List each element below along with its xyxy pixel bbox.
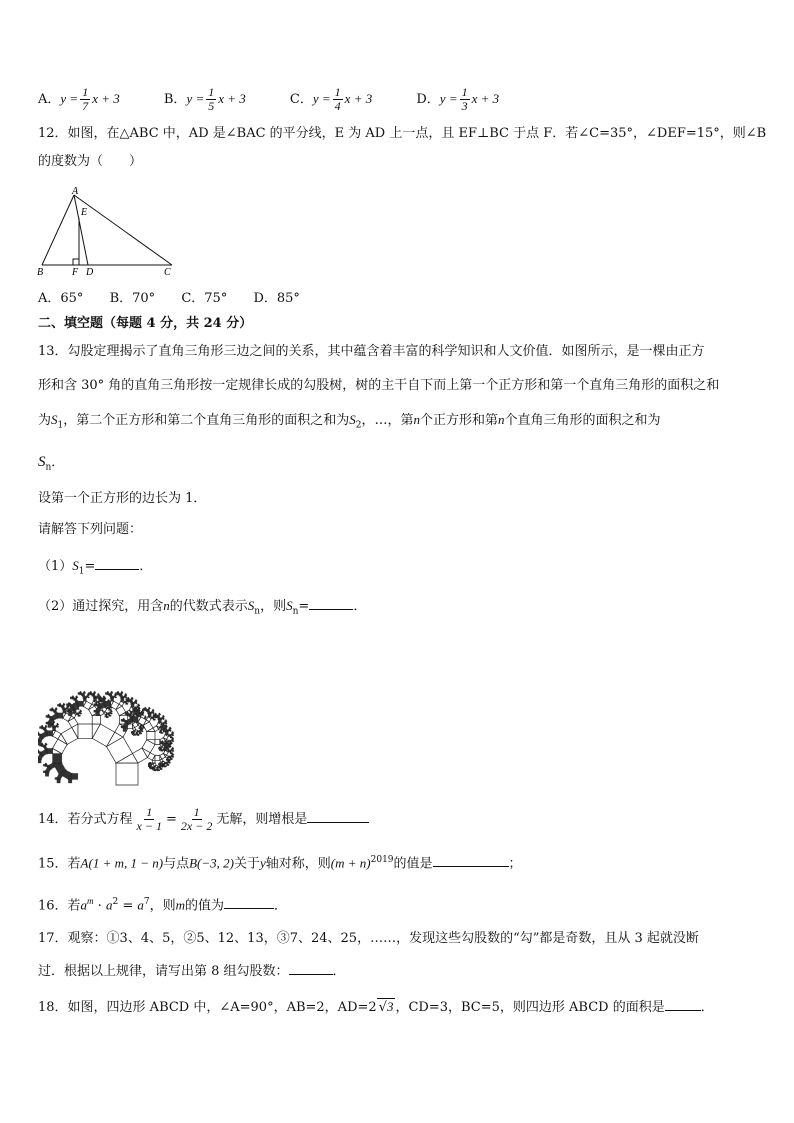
- q12-option: D．85°: [253, 291, 300, 306]
- tree-square: [173, 754, 174, 755]
- tree-square: [155, 756, 160, 761]
- tree-square: [73, 710, 76, 713]
- tree-square: [108, 700, 109, 701]
- tree-square: [159, 713, 160, 714]
- tree-square: [103, 696, 104, 697]
- tree-square: [94, 691, 95, 692]
- tree-square: [162, 741, 163, 742]
- tree-square: [66, 710, 68, 712]
- answer-blank[interactable]: [307, 809, 369, 823]
- tree-square: [160, 726, 162, 728]
- tree-square: [57, 709, 58, 710]
- tree-square: [170, 743, 171, 744]
- tree-square: [53, 754, 62, 763]
- tree-square: [84, 691, 85, 692]
- tree-square: [68, 712, 72, 716]
- tree-square: [59, 703, 60, 704]
- tree-square: [94, 710, 96, 712]
- tree-square: [57, 713, 62, 718]
- q11-option: C．y = $\frac{1}{4}$ x + 3: [289, 85, 373, 113]
- tree-square: [47, 744, 48, 745]
- tree-square: [138, 707, 139, 708]
- q12-stem-line2: 的度数为（ ）: [38, 154, 143, 169]
- tree-square: [72, 696, 73, 697]
- tree-square: [68, 707, 69, 708]
- tree-square: [166, 741, 167, 742]
- tree-square: [138, 714, 141, 717]
- tree-square: [47, 731, 52, 736]
- tree-square: [57, 780, 60, 784]
- tree-square: [116, 763, 138, 785]
- tree-square: [169, 759, 170, 760]
- answer-blank[interactable]: [289, 961, 333, 975]
- tree-square: [105, 697, 106, 698]
- tree-square: [172, 753, 173, 754]
- tree-square: [42, 743, 43, 744]
- q11-option: B．y = $\frac{1}{5}$ x + 3: [163, 85, 246, 113]
- tree-square: [126, 698, 128, 700]
- tree-square: [147, 732, 155, 740]
- q12-options: [38, 289, 300, 309]
- tree-square: [137, 701, 138, 702]
- label-c: C: [164, 267, 171, 277]
- tree-square: [172, 732, 173, 733]
- tree-square: [127, 712, 128, 713]
- tree-square: [56, 708, 57, 709]
- tree-square: [42, 725, 43, 726]
- tree-square: [140, 708, 141, 709]
- tree-square: [133, 698, 134, 699]
- tree-square: [148, 714, 151, 717]
- tree-square: [141, 728, 142, 729]
- tree-square: [96, 702, 97, 703]
- tree-square: [111, 691, 112, 692]
- tree-square: [81, 711, 82, 712]
- tree-square: [133, 717, 138, 722]
- tree-square: [76, 696, 77, 697]
- q11-options: [38, 86, 539, 113]
- q12-option: A．65°: [38, 291, 84, 306]
- tree-square: [163, 715, 164, 716]
- tree-square: [125, 694, 126, 695]
- q12-stem-line1: 12．如图，在△ABC 中，AD 是∠BAC 的平分线，E 为 AD 上一点，且 EF⊥BC 于点 F．若∠C=35°，∠DEF=15°，则∠B: [38, 126, 767, 141]
- tree-square: [111, 710, 112, 711]
- tree-square: [107, 691, 108, 692]
- tree-square: [160, 742, 162, 744]
- tree-square: [68, 702, 69, 703]
- tree-square: [170, 727, 171, 728]
- tree-square: [172, 747, 173, 748]
- tree-square: [45, 743, 46, 744]
- tree-square: [125, 713, 127, 715]
- tree-square: [95, 693, 96, 694]
- label-e: E: [81, 207, 88, 218]
- tree-square: [121, 726, 123, 728]
- tree-square: [105, 698, 106, 699]
- q15: 15．若A(1 + m, 1 − n)与点B(−3, 2)关于y轴对称，则$(m + n)^{2019}$的值是 ；: [38, 855, 522, 872]
- tree-square: [167, 726, 168, 727]
- tree-square: [43, 771, 45, 773]
- q13-sn: $S_n$．: [38, 454, 65, 473]
- tree-square: [55, 778, 57, 780]
- tree-square: [128, 697, 129, 698]
- tree-square: [155, 713, 156, 714]
- tree-square: [135, 700, 136, 701]
- section-title: 二、填空题（每题 4 分，共 24 分）: [38, 316, 253, 331]
- answer-blank[interactable]: [433, 853, 509, 867]
- tree-square: [72, 773, 78, 779]
- tree-square: [47, 727, 48, 728]
- tree-square: [143, 711, 144, 712]
- tree-square: [45, 773, 49, 777]
- tree-square: [99, 695, 100, 696]
- tree-square: [94, 698, 97, 701]
- tree-square: [122, 693, 123, 694]
- tree-square: [68, 780, 72, 784]
- tree-square: [166, 725, 167, 726]
- tree-square: [50, 709, 52, 711]
- tree-square: [140, 710, 141, 711]
- tree-square: [138, 704, 139, 705]
- tree-square: [54, 722, 55, 723]
- tree-square: [133, 708, 135, 710]
- tree-square: [85, 693, 86, 694]
- tree-square: [80, 710, 81, 711]
- tree-square: [43, 764, 45, 766]
- tree-square: [96, 712, 100, 716]
- tree-square: [132, 697, 133, 698]
- tree-square: [98, 697, 100, 699]
- tree-square: [70, 697, 72, 699]
- tree-square: [94, 704, 96, 706]
- q11-option: A．y = $\frac{1}{7}$ x + 3: [38, 85, 120, 113]
- tree-square: [105, 693, 107, 695]
- tree-square: [167, 742, 168, 743]
- tree-square: [66, 704, 68, 706]
- label-a: A: [72, 186, 79, 197]
- q13-given: 设第一个正方形的边长为 1．: [38, 491, 207, 506]
- tree-square: [123, 728, 127, 732]
- tree-square: [123, 718, 124, 719]
- tree-square: [89, 695, 90, 696]
- tree-square: [143, 729, 144, 730]
- tree-square: [79, 707, 80, 708]
- tree-square: [165, 720, 166, 721]
- q12-option: B．70°: [109, 291, 156, 306]
- tree-square: [163, 764, 164, 765]
- tree-square: [53, 728, 56, 731]
- q16: 16．若$a^m \cdot a^2 = a^7$，则m的值为 ．: [38, 896, 288, 914]
- tree-square: [45, 763, 46, 764]
- tree-square: [139, 705, 140, 706]
- tree-square: [121, 719, 123, 721]
- tree-square: [166, 721, 167, 722]
- tree-square: [78, 724, 92, 738]
- tree-square: [90, 691, 91, 692]
- tree-square: [98, 694, 99, 695]
- label-f: F: [72, 267, 79, 277]
- tree-square: [152, 709, 153, 710]
- tree-square: [170, 760, 171, 761]
- q17-line2: 过．根据以上规律，请写出第 8 组勾股数： ．: [38, 961, 346, 982]
- tree-square: [78, 701, 83, 706]
- tree-square: [48, 724, 52, 727]
- tree-square: [115, 693, 117, 695]
- tree-square: [112, 693, 113, 694]
- tree-square: [131, 712, 132, 713]
- right-angle-mark: [73, 259, 79, 265]
- tree-square: [152, 760, 155, 763]
- tree-square: [153, 714, 155, 716]
- tree-square: [132, 713, 133, 714]
- q13-stem-line1: 13．勾股定理揭示了直角三角形三边之间的关系，其中蕴含着丰富的科学知识和人文价值．如图所示，是一棵由正方: [38, 344, 705, 359]
- q18: 18．如图，四边形 ABCD 中，∠A=90°，AB=2，AD=2 √3 ，CD=3，BC=5，则四边形 ABCD 的面积是 ．: [38, 999, 714, 1015]
- tree-square: [77, 697, 78, 698]
- tree-square: [173, 739, 174, 740]
- tree-square: [112, 711, 113, 712]
- tree-square: [162, 763, 163, 764]
- tree-square: [121, 691, 122, 692]
- answer-blank[interactable]: [224, 895, 274, 909]
- label-b: B: [37, 267, 44, 277]
- tree-square: [171, 744, 172, 745]
- answer-blank[interactable]: [665, 997, 701, 1011]
- tree-square: [47, 748, 52, 753]
- tree-square: [146, 717, 147, 718]
- tree-square: [150, 708, 151, 709]
- tree-square: [126, 695, 127, 696]
- bisector-ad: [74, 195, 88, 265]
- tree-square: [116, 695, 117, 696]
- tree-square: [83, 698, 86, 701]
- tree-square: [52, 708, 53, 709]
- tree-square: [111, 698, 114, 701]
- tree-square: [145, 707, 146, 708]
- tree-square: [46, 722, 48, 724]
- q13-stem-line3: 为$S_1$，第二个正方形和第二个直角三角形的面积之和为$S_2$，…，第n个正方形和第n个直角三角形的面积之和为: [38, 412, 661, 431]
- tree-square: [38, 750, 39, 751]
- tree-square: [38, 732, 39, 733]
- tree-square: [158, 720, 161, 723]
- tree-square: [78, 693, 80, 695]
- tree-square: [149, 707, 150, 708]
- tree-square: [57, 723, 58, 724]
- tree-square: [171, 728, 172, 729]
- q12-triangle-figure: [36, 185, 181, 277]
- tree-square: [155, 740, 160, 745]
- answer-blank[interactable]: [95, 556, 139, 570]
- q12-option: C．75°: [181, 291, 228, 306]
- tree-square: [58, 724, 59, 725]
- tree-square: [63, 703, 64, 704]
- tree-square: [63, 710, 66, 713]
- tree-square: [48, 714, 49, 715]
- tree-square: [135, 707, 136, 708]
- q13-ask: 请解答下列问题：: [38, 522, 143, 537]
- tree-square: [172, 737, 173, 738]
- q17-line1: 17．观察：①3、4、5，②5、12、13，③7、24、25，……，发现这些勾股数的“勾”都是奇数，且从 3 起就没断: [38, 931, 699, 946]
- tree-square: [143, 708, 145, 710]
- tree-square: [117, 691, 118, 692]
- side-ac: [74, 195, 172, 265]
- tree-square: [100, 696, 101, 697]
- tree-square: [45, 725, 46, 726]
- tree-square: [145, 716, 146, 717]
- tree-square: [92, 716, 100, 724]
- tree-square: [38, 760, 41, 764]
- tree-square: [165, 732, 168, 735]
- tree-square: [57, 704, 59, 706]
- tree-square: [173, 733, 174, 734]
- q14: 14．若分式方程 $\frac{1}{x - 1}$ = $\frac{1}{2x - 2}$ 无解，则增根是: [38, 806, 369, 833]
- tree-square: [40, 727, 42, 729]
- tree-square: [38, 742, 41, 746]
- tree-square: [80, 691, 81, 692]
- q11-option: D．y = $\frac{1}{3}$ x + 3: [416, 85, 500, 113]
- tree-square: [121, 698, 124, 701]
- pythagoras-tree-figure: [38, 627, 216, 789]
- tree-square: [173, 748, 174, 749]
- label-d: D: [86, 267, 94, 277]
- tree-square: [64, 704, 65, 705]
- answer-blank[interactable]: [309, 596, 353, 610]
- tree-square: [154, 711, 155, 712]
- tree-square: [162, 725, 163, 726]
- q13-stem-line2: 形和含 30° 角的直角三角形按一定规律长成的勾股树，树的主干自下而上第一个正方形和第一个直角三角形的面积之和: [38, 378, 720, 393]
- tree-square: [131, 704, 134, 707]
- tree-square: [160, 714, 161, 715]
- tree-square: [46, 715, 48, 717]
- tree-square: [165, 747, 168, 750]
- tree-square: [105, 701, 110, 706]
- q13-part1: $(1)S_1=$ ．: [38, 558, 153, 577]
- tree-square: [164, 716, 165, 717]
- tree-square: [88, 693, 90, 695]
- side-ab: [42, 195, 74, 265]
- q13-part2: （2）通过探究，用含n的代数式表示$S_n$，则$S_n=$ ．: [38, 598, 367, 617]
